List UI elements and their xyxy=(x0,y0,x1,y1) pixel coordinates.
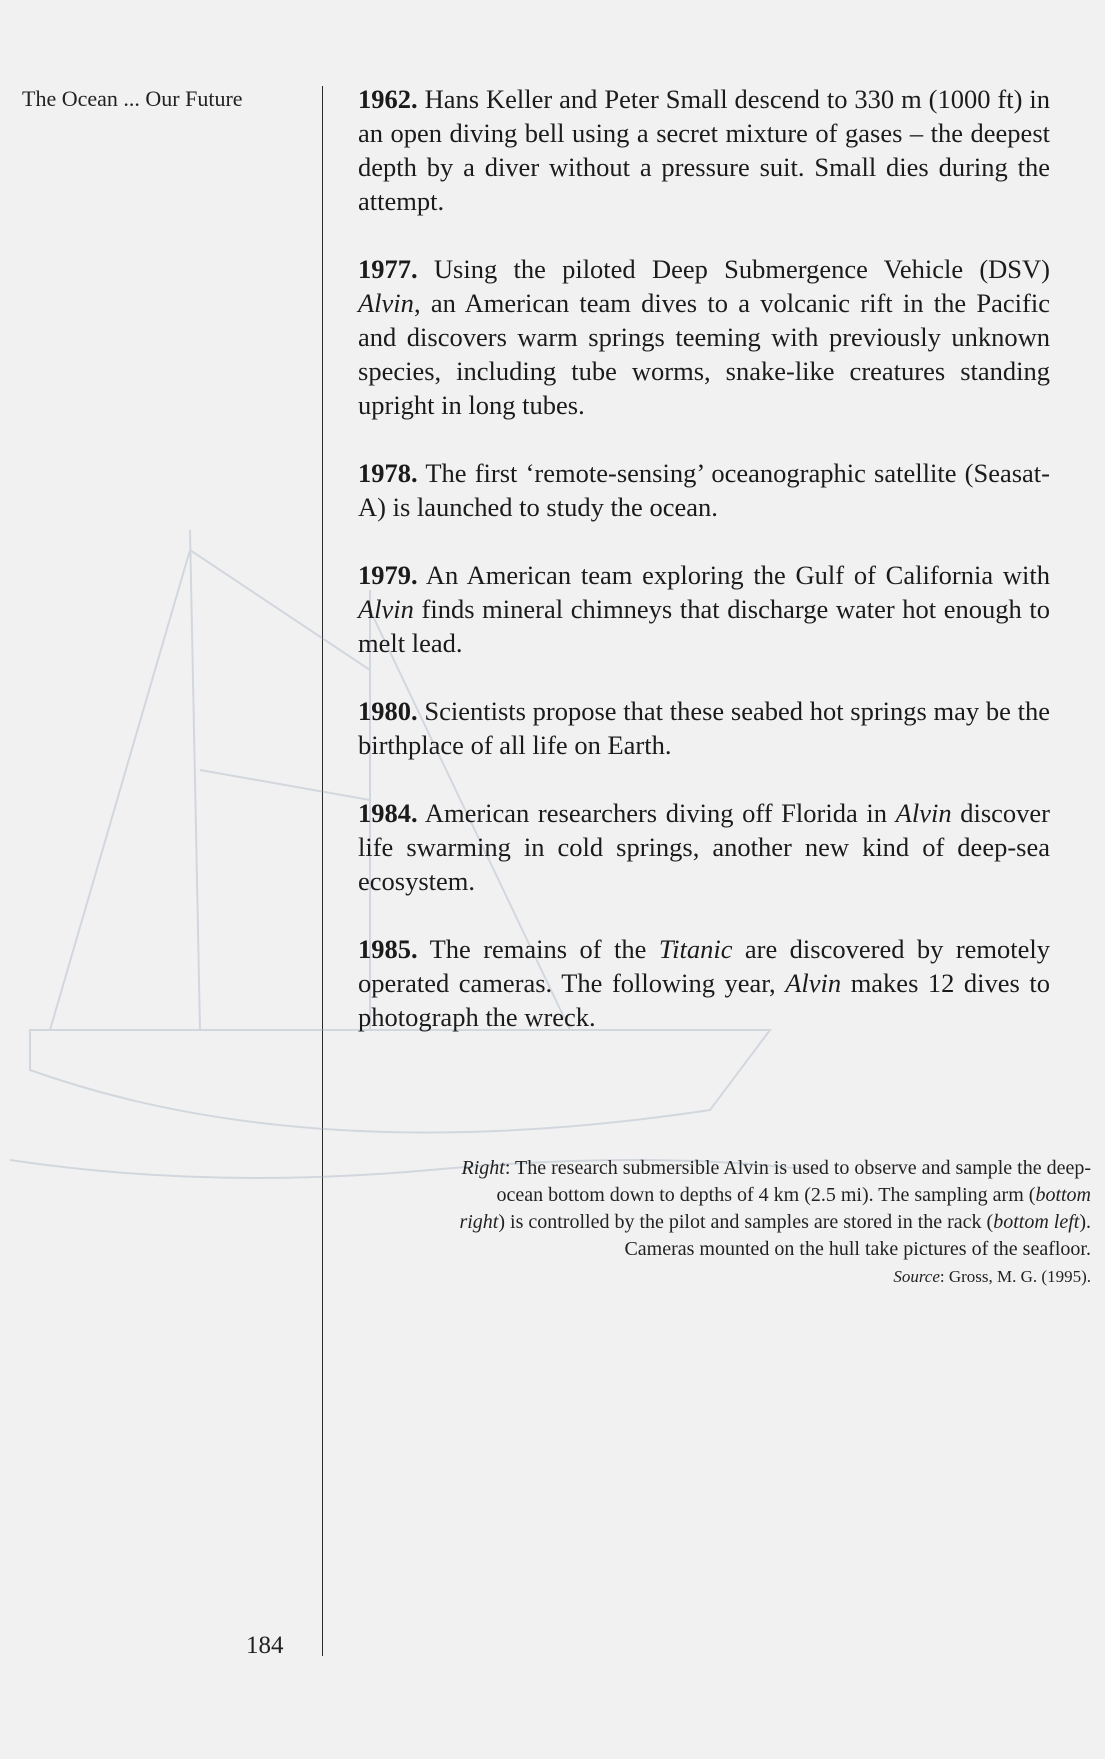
entry-text: are discovered by remotely operated cameras. The following year, xyxy=(358,934,1051,998)
caption-text: ) is controlled by the pilot and samples are stored in the rack ( xyxy=(498,1211,994,1233)
entry-italic: Alvin xyxy=(895,798,952,828)
entry-text: Scientists propose that these seabed hot springs may be the birthplace of all life on Earth. xyxy=(358,696,1050,760)
entry-year: 1977. xyxy=(358,254,418,284)
caption-ref: bottom left xyxy=(993,1211,1080,1233)
entry-year: 1980. xyxy=(358,696,418,726)
entry-italic: Alvin xyxy=(358,288,414,318)
ghost-rigging-1 xyxy=(50,550,190,1030)
caption-source xyxy=(893,1267,1091,1286)
entry-text: An American team exploring the Gulf of California with xyxy=(425,560,1050,590)
timeline-entry xyxy=(358,932,1050,1034)
entry-text: Hans Keller and Peter Small descend to 330 m (1000 ft) in an open diving bell using a secret mixture of gases – the deepest depth by a diver without a pressure suit. Small dies during the attempt. xyxy=(358,84,1051,216)
page-number: 184 xyxy=(246,1632,284,1659)
caption-ref: bottom right xyxy=(459,1184,1091,1233)
entry-text: finds mineral chimneys that discharge water hot enough to melt lead. xyxy=(358,594,1050,658)
entry-italic: Titanic xyxy=(658,934,733,964)
timeline-entry xyxy=(358,252,1050,422)
timeline-entry xyxy=(358,82,1050,218)
source-text: : Gross, M. G. (1995). xyxy=(939,1267,1091,1286)
timeline-entry xyxy=(358,558,1050,660)
caption-text: : The research submersible Alvin is used to observe and sample the deep-ocean bottom down to depths of 4 km (2.5 mi). The sampling arm ( xyxy=(496,1157,1091,1206)
timeline-entry xyxy=(358,694,1050,762)
entry-text: makes 12 dives to photograph the wreck. xyxy=(358,968,1051,1032)
ghost-rigging-2 xyxy=(190,550,370,670)
entry-text: American researchers diving off Florida in xyxy=(424,798,887,828)
entry-year: 1985. xyxy=(358,934,418,964)
entry-year: 1979. xyxy=(358,560,418,590)
entry-text: , an American team dives to a volcanic rift in the Pacific and discovers warm springs teeming with previously unknown species, including tube worms, snake-like creatures standing upright in long tubes. xyxy=(358,288,1050,420)
timeline-entry xyxy=(358,796,1050,898)
source-label: Source xyxy=(893,1267,940,1286)
entry-text: The first ‘remote-sensing’ oceanographic satellite (Seasat-A) is launched to study the ocean. xyxy=(358,458,1050,522)
running-head: The Ocean ... Our Future xyxy=(22,86,243,111)
caption-text: ). Cameras mounted on the hull take pictures of the seafloor. xyxy=(624,1211,1091,1260)
figure-caption xyxy=(451,1155,1091,1290)
ghost-mast-1 xyxy=(190,530,200,1030)
entry-italic: Alvin xyxy=(358,594,414,624)
ghost-rigging-4 xyxy=(200,770,370,800)
entry-year: 1962. xyxy=(358,84,418,114)
timeline-entry xyxy=(358,456,1050,524)
entry-text: The remains of the xyxy=(429,934,647,964)
entry-year: 1984. xyxy=(358,798,418,828)
entry-text: discover life swarming in cold springs, another new kind of deep-sea ecosystem. xyxy=(358,798,1051,896)
entry-text: Using the piloted Deep Submergence Vehicle (DSV) xyxy=(433,254,1051,284)
entry-year: 1978. xyxy=(358,458,418,488)
caption-label: Right xyxy=(461,1157,505,1179)
entry-italic: Alvin xyxy=(785,968,842,998)
timeline-entries xyxy=(358,82,1050,1068)
